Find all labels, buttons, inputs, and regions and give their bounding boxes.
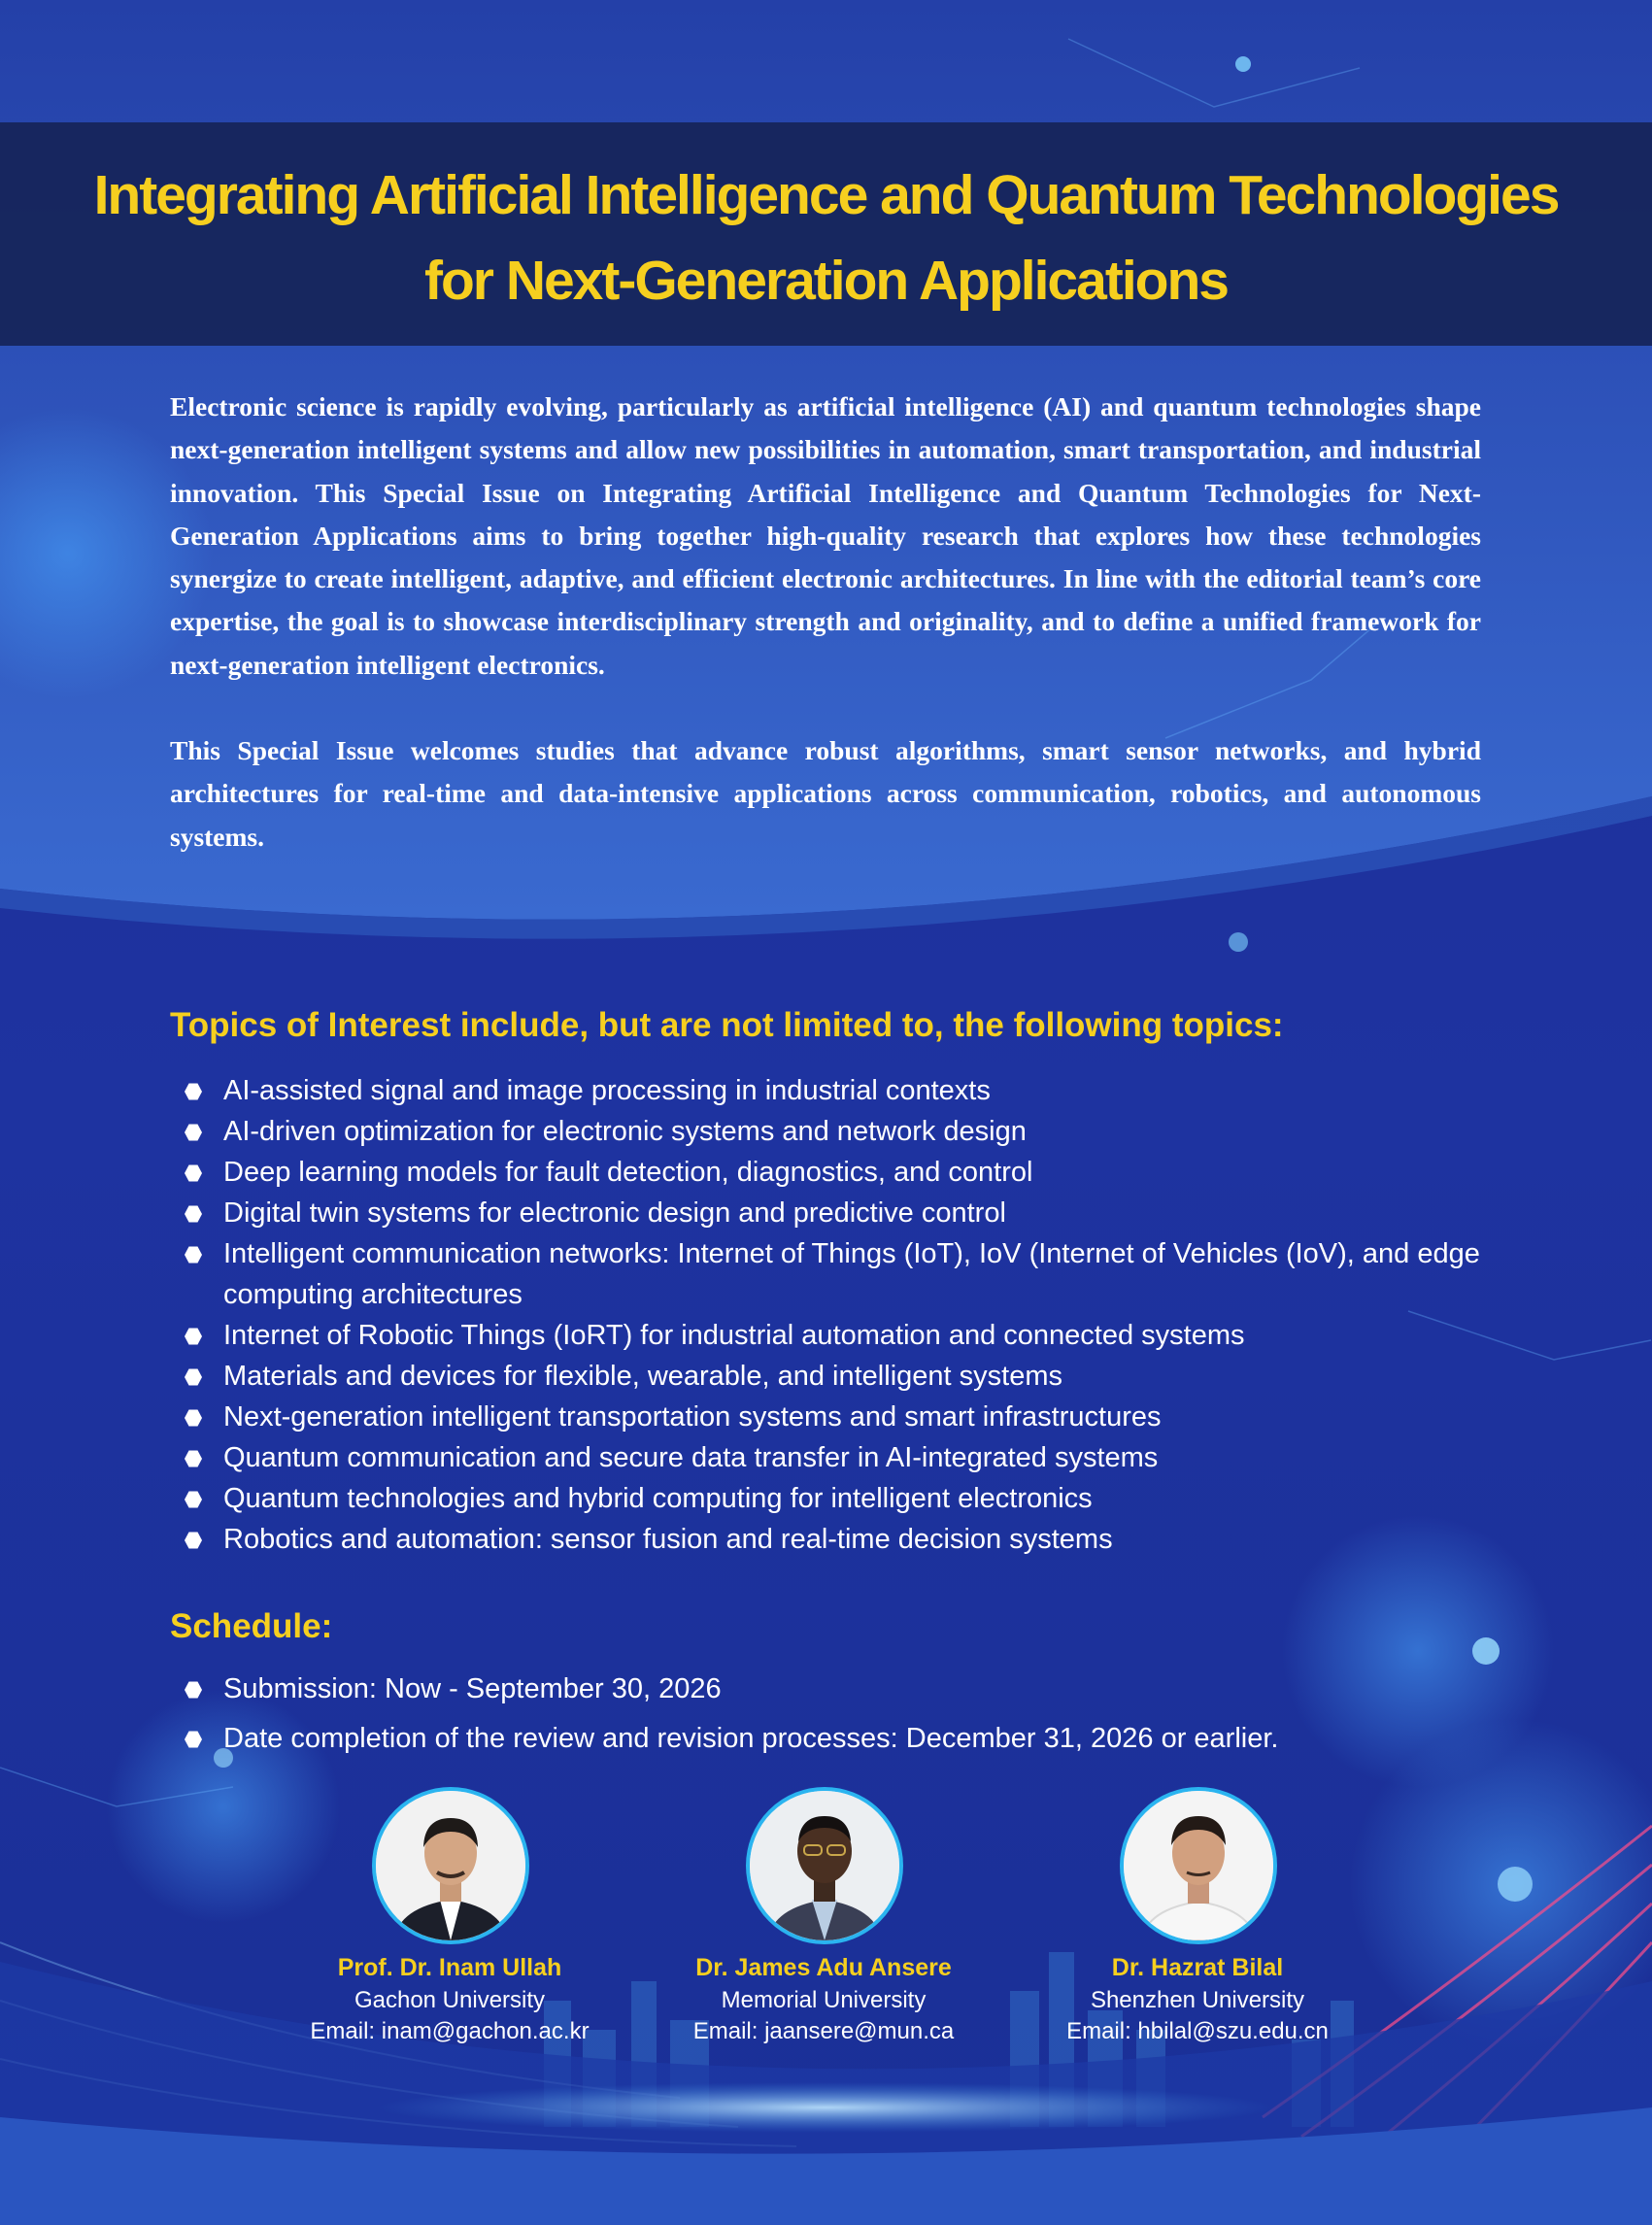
topic-text: Internet of Robotic Things (IoRT) for industrial automation and connected systems [223, 1320, 1245, 1351]
editor-affiliation: Gachon University [354, 1987, 546, 2013]
topics-heading: Topics of Interest include, but are not limited to, the following topics: [170, 1006, 1284, 1044]
topic-text: Intelligent communication networks: Internet of Things (IoT), IoV (Internet of Vehicles (IoV), and edge computing architectures [223, 1238, 1480, 1310]
topic-text: AI-driven optimization for electronic systems and network design [223, 1116, 1027, 1147]
schedule-text: Date completion of the review and revision processes: December 31, 2026 or earlier. [223, 1723, 1279, 1754]
list-item [223, 1193, 1486, 1233]
topic-text: Quantum communication and secure data transfer in AI-integrated systems [223, 1442, 1159, 1473]
editor-email: Email: inam@gachon.ac.kr [310, 2018, 590, 2044]
list-item [223, 1233, 1486, 1315]
editor-name: Prof. Dr. Inam Ullah [337, 1954, 562, 1981]
topic-text: AI-assisted signal and image processing in industrial contexts [223, 1075, 991, 1106]
person-photo-icon [1124, 1791, 1273, 1940]
list-item [223, 1669, 1486, 1709]
avatar [372, 1787, 529, 1944]
list-item [223, 1111, 1486, 1152]
person-photo-icon [750, 1791, 899, 1940]
editor-email: Email: hbilal@szu.edu.cn [1066, 2018, 1329, 2044]
list-item [223, 1718, 1486, 1759]
avatar [746, 1787, 903, 1944]
editor-affiliation: Memorial University [721, 1987, 927, 2013]
person-photo-icon [376, 1791, 525, 1940]
editor-name: Dr. Hazrat Bilal [1111, 1954, 1284, 1981]
list-item [223, 1152, 1486, 1193]
schedule-heading: Schedule: [170, 1607, 333, 1645]
topic-text: Digital twin systems for electronic design and predictive control [223, 1197, 1006, 1229]
title-line-2: for Next-Generation Applications [424, 250, 1228, 312]
list-item [223, 1437, 1486, 1478]
topic-text: Deep learning models for fault detection, diagnostics, and control [223, 1157, 1033, 1188]
schedule-text: Submission: Now - September 30, 2026 [223, 1673, 722, 1704]
list-item [223, 1356, 1486, 1397]
list-item [223, 1397, 1486, 1437]
topic-text: Quantum technologies and hybrid computing for intelligent electronics [223, 1483, 1093, 1514]
list-item [223, 1070, 1486, 1111]
editor-name: Dr. James Adu Ansere [695, 1954, 952, 1981]
intro-paragraph-2: This Special Issue welcomes studies that advance robust algorithms, smart sensor networks, and hybrid architectures for real-time and data-intensive applications across communication, robotics, and autonomous systems. [170, 735, 1481, 852]
topic-text: Materials and devices for flexible, wearable, and intelligent systems [223, 1361, 1062, 1392]
list-item [223, 1478, 1486, 1519]
list-item [223, 1315, 1486, 1356]
list-item [223, 1519, 1486, 1560]
topic-text: Next-generation intelligent transportation systems and smart infrastructures [223, 1401, 1162, 1433]
editor-affiliation: Shenzhen University [1090, 1987, 1305, 2013]
avatar [1120, 1787, 1277, 1944]
title-line-1: Integrating Artificial Intelligence and Quantum Technologies [93, 164, 1559, 226]
editor-email: Email: jaansere@mun.ca [692, 2018, 955, 2044]
intro-paragraph-1: Electronic science is rapidly evolving, particularly as artificial intelligence (AI) and quantum technologies shape next-generation intelligent systems and allow new possibilities in automation, smart transportation, and industrial innovation. This Special Issue on Integrating Artificial Intelligence and Quantum Technologies for Next-Generation Applications aims to bring together high-quality research that explores how these technologies synergize to create intelligent, adaptive, and efficient electronic architectures. In line with the editorial team’s core expertise, the goal is to showcase interdisciplinary strength and originality, and to define a unified framework for next-generation intelligent electronics. [170, 391, 1481, 680]
topic-text: Robotics and automation: sensor fusion and real-time decision systems [223, 1524, 1113, 1555]
